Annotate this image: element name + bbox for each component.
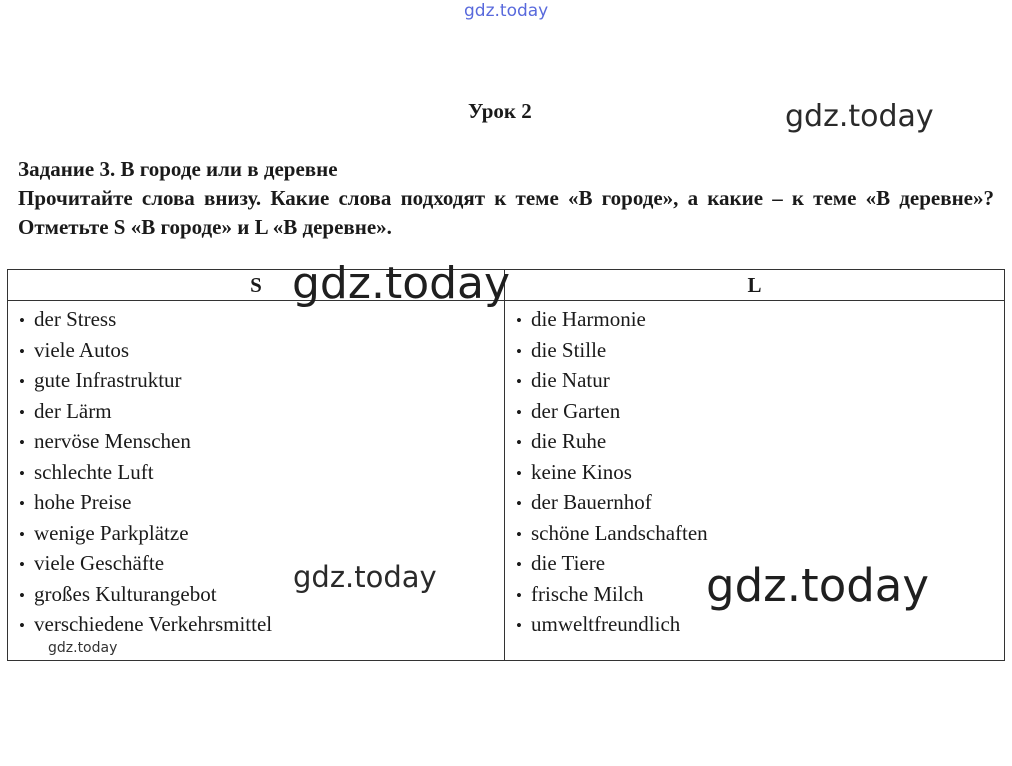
word-text: schöne Landschaften xyxy=(531,520,708,545)
word-text: die Natur xyxy=(531,368,610,392)
list-item xyxy=(19,426,272,457)
bullet-icon: • xyxy=(19,555,25,574)
word-text: die Ruhe xyxy=(531,429,607,453)
list-item xyxy=(19,457,272,488)
list-item xyxy=(516,457,708,488)
list-item xyxy=(516,548,708,579)
list-item xyxy=(516,335,708,366)
bullet-icon: • xyxy=(516,311,522,330)
word-text: hohe Preise xyxy=(34,490,132,514)
bullet-icon: • xyxy=(516,524,522,544)
bullet-icon: • xyxy=(19,463,25,483)
bullet-icon: • xyxy=(516,433,522,452)
word-text: schlechte Luft xyxy=(34,459,154,484)
header-l: L xyxy=(747,273,762,297)
city-words-list xyxy=(19,304,272,640)
bullet-icon: • xyxy=(516,585,522,605)
column-divider xyxy=(504,270,505,660)
word-text: der Stress xyxy=(34,307,117,331)
bullet-icon: • xyxy=(516,463,522,483)
bullet-icon: • xyxy=(19,402,25,422)
list-item xyxy=(19,548,272,579)
word-text: gute Infrastruktur xyxy=(34,368,182,392)
word-text: die Tiere xyxy=(531,551,606,575)
list-item xyxy=(516,487,708,518)
bullet-icon: • xyxy=(19,494,25,513)
watermark-bottom-right: gdz.today xyxy=(706,559,930,612)
list-item xyxy=(516,396,708,427)
list-item xyxy=(516,609,708,640)
word-text: frische Milch xyxy=(531,581,644,606)
watermark-top: gdz.today xyxy=(464,1,549,21)
bullet-icon: • xyxy=(516,372,522,391)
task-block xyxy=(18,155,994,242)
list-item xyxy=(516,304,708,335)
list-item xyxy=(19,518,272,549)
list-item xyxy=(516,579,708,610)
word-text: die Stille xyxy=(531,337,607,362)
bullet-icon: • xyxy=(516,616,522,635)
bullet-icon: • xyxy=(516,555,522,574)
word-text: der Lärm xyxy=(34,398,112,423)
watermark-mid: gdz.today xyxy=(293,560,437,594)
watermark-small: gdz.today xyxy=(48,640,118,656)
lesson-title: Урок 2 xyxy=(468,99,532,123)
task-instruction: Прочитайте слова внизу. Какие слова подходят к теме «В городе», а какие – к теме «В деревне»? Отметьте S «В городе» и L «В деревне». xyxy=(18,186,994,239)
word-text: der Garten xyxy=(531,398,621,423)
task-heading: Задание 3. В городе или в деревне xyxy=(18,157,338,181)
bullet-icon: • xyxy=(19,616,25,635)
bullet-icon: • xyxy=(19,311,25,330)
list-item xyxy=(19,335,272,366)
word-text: der Bauernhof xyxy=(531,490,652,514)
word-text: keine Kinos xyxy=(531,459,632,484)
word-text: verschiedene Verkehrsmittel xyxy=(34,612,273,636)
watermark-right: gdz.today xyxy=(785,99,934,134)
list-item xyxy=(19,365,272,396)
word-text: großes Kulturangebot xyxy=(34,581,217,606)
bullet-icon: • xyxy=(19,524,25,544)
header-s: S xyxy=(250,273,262,297)
word-text: nervöse Menschen xyxy=(34,429,191,453)
list-item xyxy=(19,609,272,640)
bullet-icon: • xyxy=(19,585,25,605)
bullet-icon: • xyxy=(516,494,522,513)
watermark-big: gdz.today xyxy=(292,258,511,309)
list-item xyxy=(19,579,272,610)
list-item xyxy=(516,365,708,396)
word-text: viele Autos xyxy=(34,337,130,362)
word-text: die Harmonie xyxy=(531,307,646,331)
country-words-list xyxy=(516,304,708,640)
list-item xyxy=(516,518,708,549)
word-text: umweltfreundlich xyxy=(531,612,681,636)
list-item xyxy=(516,426,708,457)
bullet-icon: • xyxy=(19,341,25,361)
word-text: viele Geschäfte xyxy=(34,551,165,575)
bullet-icon: • xyxy=(516,402,522,422)
word-text: wenige Parkplätze xyxy=(34,520,189,545)
bullet-icon: • xyxy=(19,372,25,391)
list-item xyxy=(19,304,272,335)
bullet-icon: • xyxy=(516,341,522,361)
list-item xyxy=(19,487,272,518)
list-item xyxy=(19,396,272,427)
bullet-icon: • xyxy=(19,433,25,452)
